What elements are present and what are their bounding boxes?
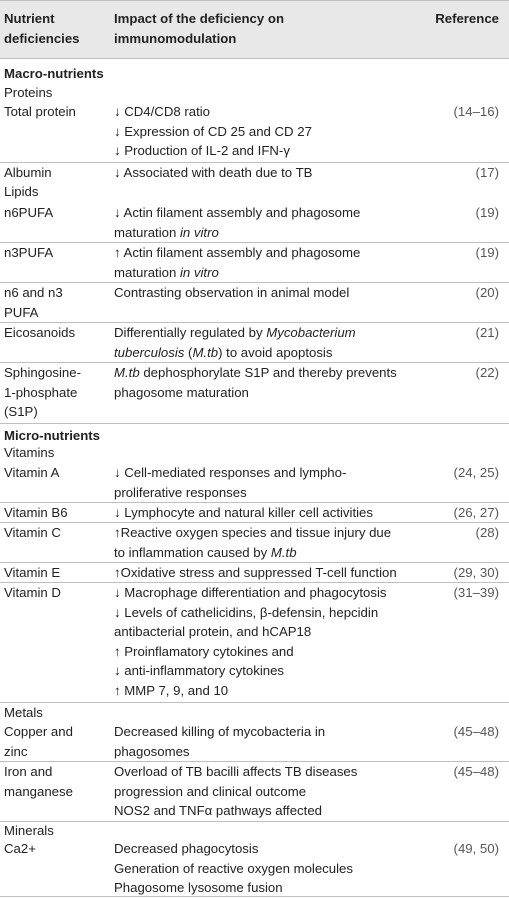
reference-cell: (22) [475, 365, 499, 380]
subsection-metals: Metals [4, 705, 43, 720]
nutrient-cell: Vitamin E [4, 565, 61, 580]
impact-cell: ↓ Associated with death due to TB [114, 165, 313, 180]
impact-cell: Decreased phagocytosis Generation of reactive oxygen molecules Phagosome lysosome fusion [114, 841, 353, 895]
impact-cell: ↑Reactive oxygen species and tissue injury due to inflammation caused by M.tb [114, 525, 392, 560]
subsection-lipids: Lipids [4, 184, 39, 199]
section-micro-nutrients: Micro-nutrients [4, 428, 100, 443]
reference-cell: (28) [475, 525, 499, 540]
nutrient-cell: Albumin [4, 165, 52, 180]
impact-cell: ↓ Lymphocyte and natural killer cell activities [114, 505, 373, 520]
header-reference: Reference [435, 11, 499, 26]
impact-cell: Contrasting observation in animal model [114, 285, 350, 300]
nutrient-cell: Iron and manganese [4, 764, 73, 799]
reference-cell: (17) [475, 165, 499, 180]
reference-cell: (24, 25) [453, 465, 499, 480]
reference-cell: (14–16) [453, 104, 499, 119]
row-divider [0, 423, 509, 424]
header-impact: Impact of the deficiency on immunomodulation [114, 11, 285, 46]
impact-cell: M.tb dephosphorylate S1P and thereby prevents phagosome maturation [114, 365, 397, 400]
nutrient-cell: Sphingosine- 1-phosphate (S1P) [4, 365, 81, 419]
reference-cell: (31–39) [453, 585, 499, 600]
header-rule [0, 58, 509, 59]
nutrient-cell: Vitamin B6 [4, 505, 68, 520]
nutrient-cell: Vitamin D [4, 585, 61, 600]
subsection-proteins: Proteins [4, 85, 53, 100]
impact-cell: ↓ CD4/CD8 ratio ↓ Expression of CD 25 and CD 27 ↓ Production of IL-2 and IFN-γ [114, 104, 312, 158]
reference-cell: (49, 50) [453, 841, 499, 856]
reference-cell: (21) [475, 325, 499, 340]
reference-cell: (19) [475, 245, 499, 260]
reference-cell: (45–48) [453, 724, 499, 739]
impact-cell: Decreased killing of mycobacteria in phagosomes [114, 724, 326, 759]
top-rule [0, 0, 509, 1]
impact-cell: ↑Oxidative stress and suppressed T-cell function [114, 565, 397, 580]
impact-cell: Overload of TB bacilli affects TB diseases progression and clinical outcome NOS2 and TNFα pathways affected [114, 764, 358, 818]
impact-cell: ↓ Cell-mediated responses and lympho- proliferative responses [114, 465, 347, 500]
nutrient-cell: Vitamin A [4, 465, 60, 480]
impact-cell: ↓ Macrophage differentiation and phagocytosis ↓ Levels of cathelicidins, β-defensin, hepcidin antibacterial protein, and hCAP18 ↑ Proinflamatory cytokines and ↓ anti-inflammatory cytokines ↑ MMP 7, 9, and 10 [114, 585, 387, 698]
impact-cell: ↑ Actin filament assembly and phagosome maturation in vitro [114, 245, 361, 280]
nutrient-cell: Ca2+ [4, 841, 36, 856]
nutrient-cell: n6PUFA [4, 205, 54, 220]
subsection-minerals: Minerals [4, 823, 54, 838]
row-divider [0, 702, 509, 703]
reference-cell: (29, 30) [453, 565, 499, 580]
nutrient-cell: Eicosanoids [4, 325, 76, 340]
nutrient-cell: n6 and n3 PUFA [4, 285, 63, 320]
nutrient-cell: Total protein [4, 104, 76, 119]
nutrient-cell: Copper and zinc [4, 724, 73, 759]
reference-cell: (19) [475, 205, 499, 220]
section-macro-nutrients: Macro-nutrients [4, 66, 104, 81]
nutrient-cell: n3PUFA [4, 245, 54, 260]
nutrient-cell: Vitamin C [4, 525, 61, 540]
row-divider [0, 821, 509, 822]
reference-cell: (45–48) [453, 764, 499, 779]
subsection-vitamins: Vitamins [4, 445, 55, 460]
header-nutrient: Nutrient deficiencies [4, 11, 80, 46]
impact-cell: Differentially regulated by Mycobacterium tuberculosis (M.tb) to avoid apoptosis [114, 325, 356, 360]
reference-cell: (20) [475, 285, 499, 300]
impact-cell: ↓ Actin filament assembly and phagosome maturation in vitro [114, 205, 361, 240]
reference-cell: (26, 27) [453, 505, 499, 520]
